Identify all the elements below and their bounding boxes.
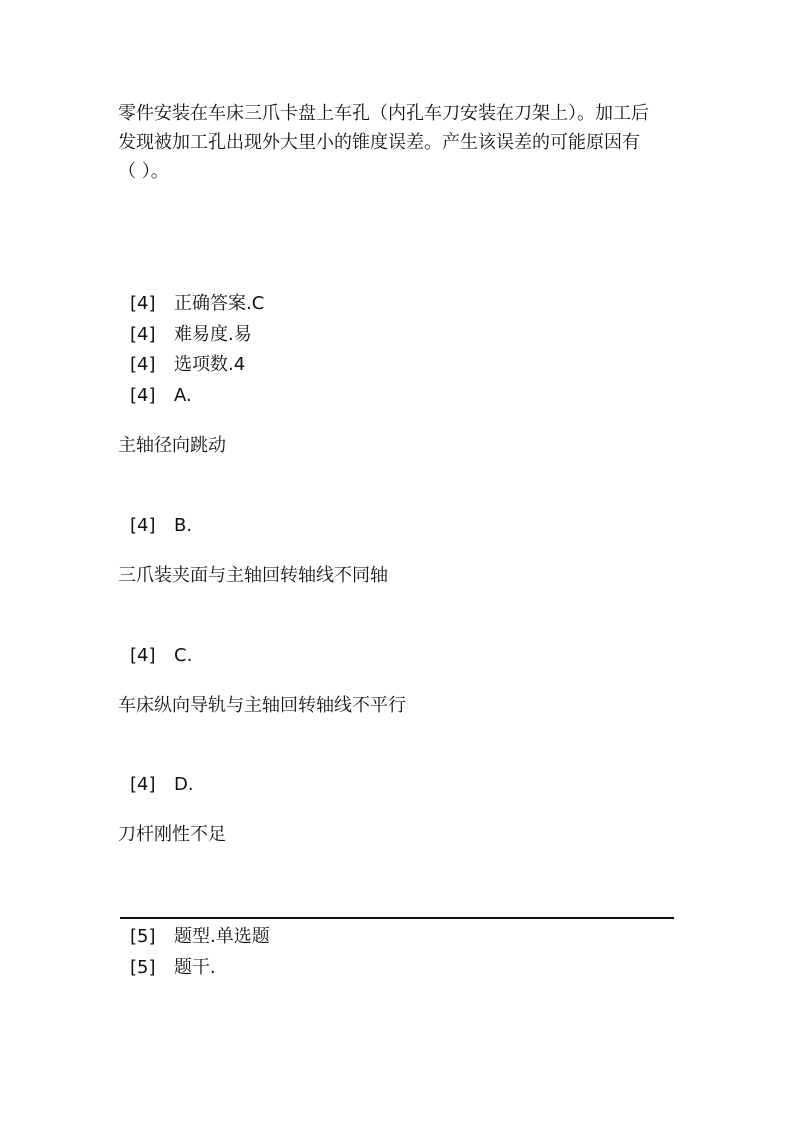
difficulty: 难易度.易 xyxy=(174,324,252,345)
option-b-text: 三爪装夹面与主轴回转轴线不同轴 xyxy=(118,565,388,586)
section-divider xyxy=(120,917,674,919)
question-tag: [4] xyxy=(130,354,156,375)
option-a-text: 主轴径向跳动 xyxy=(118,435,226,456)
option-c-label xyxy=(130,645,192,667)
option-a-label xyxy=(130,385,192,407)
option-count: 选项数.4 xyxy=(174,354,246,375)
stem-line: （ ）。 xyxy=(118,161,169,182)
question-tag: [5] xyxy=(130,957,156,978)
option-letter: A. xyxy=(174,385,192,406)
question-type-meta xyxy=(130,926,270,948)
option-d-text: 刀杆刚性不足 xyxy=(118,824,226,845)
question-tag: [4] xyxy=(130,645,156,666)
stem-line: 零件安装在车床三爪卡盘上车孔（内孔车刀安装在刀架上）。加工后 xyxy=(118,103,649,124)
question-tag: [4] xyxy=(130,293,156,314)
option-letter: B. xyxy=(174,515,193,536)
option-c-text: 车床纵向导轨与主轴回转轴线不平行 xyxy=(118,695,406,716)
correct-answer: 正确答案.C xyxy=(174,293,265,314)
option-letter: D. xyxy=(174,774,194,795)
question-stem xyxy=(118,99,678,186)
answer-meta xyxy=(130,293,264,315)
question-tag: [5] xyxy=(130,926,156,947)
question-stem-meta xyxy=(130,957,216,979)
option-b-label xyxy=(130,515,192,537)
difficulty-meta xyxy=(130,324,252,346)
question-tag: [4] xyxy=(130,774,156,795)
stem-line: 发现被加工孔出现外大里小的锥度误差。产生该误差的可能原因有 xyxy=(118,132,640,153)
question-tag: [4] xyxy=(130,515,156,536)
question-tag: [4] xyxy=(130,324,156,345)
option-letter: C. xyxy=(174,645,193,666)
question-stem-label: 题干. xyxy=(174,957,216,978)
question-type: 题型.单选题 xyxy=(174,926,270,947)
question-tag: [4] xyxy=(130,385,156,406)
option-d-label xyxy=(130,774,194,796)
option-count-meta xyxy=(130,354,245,376)
